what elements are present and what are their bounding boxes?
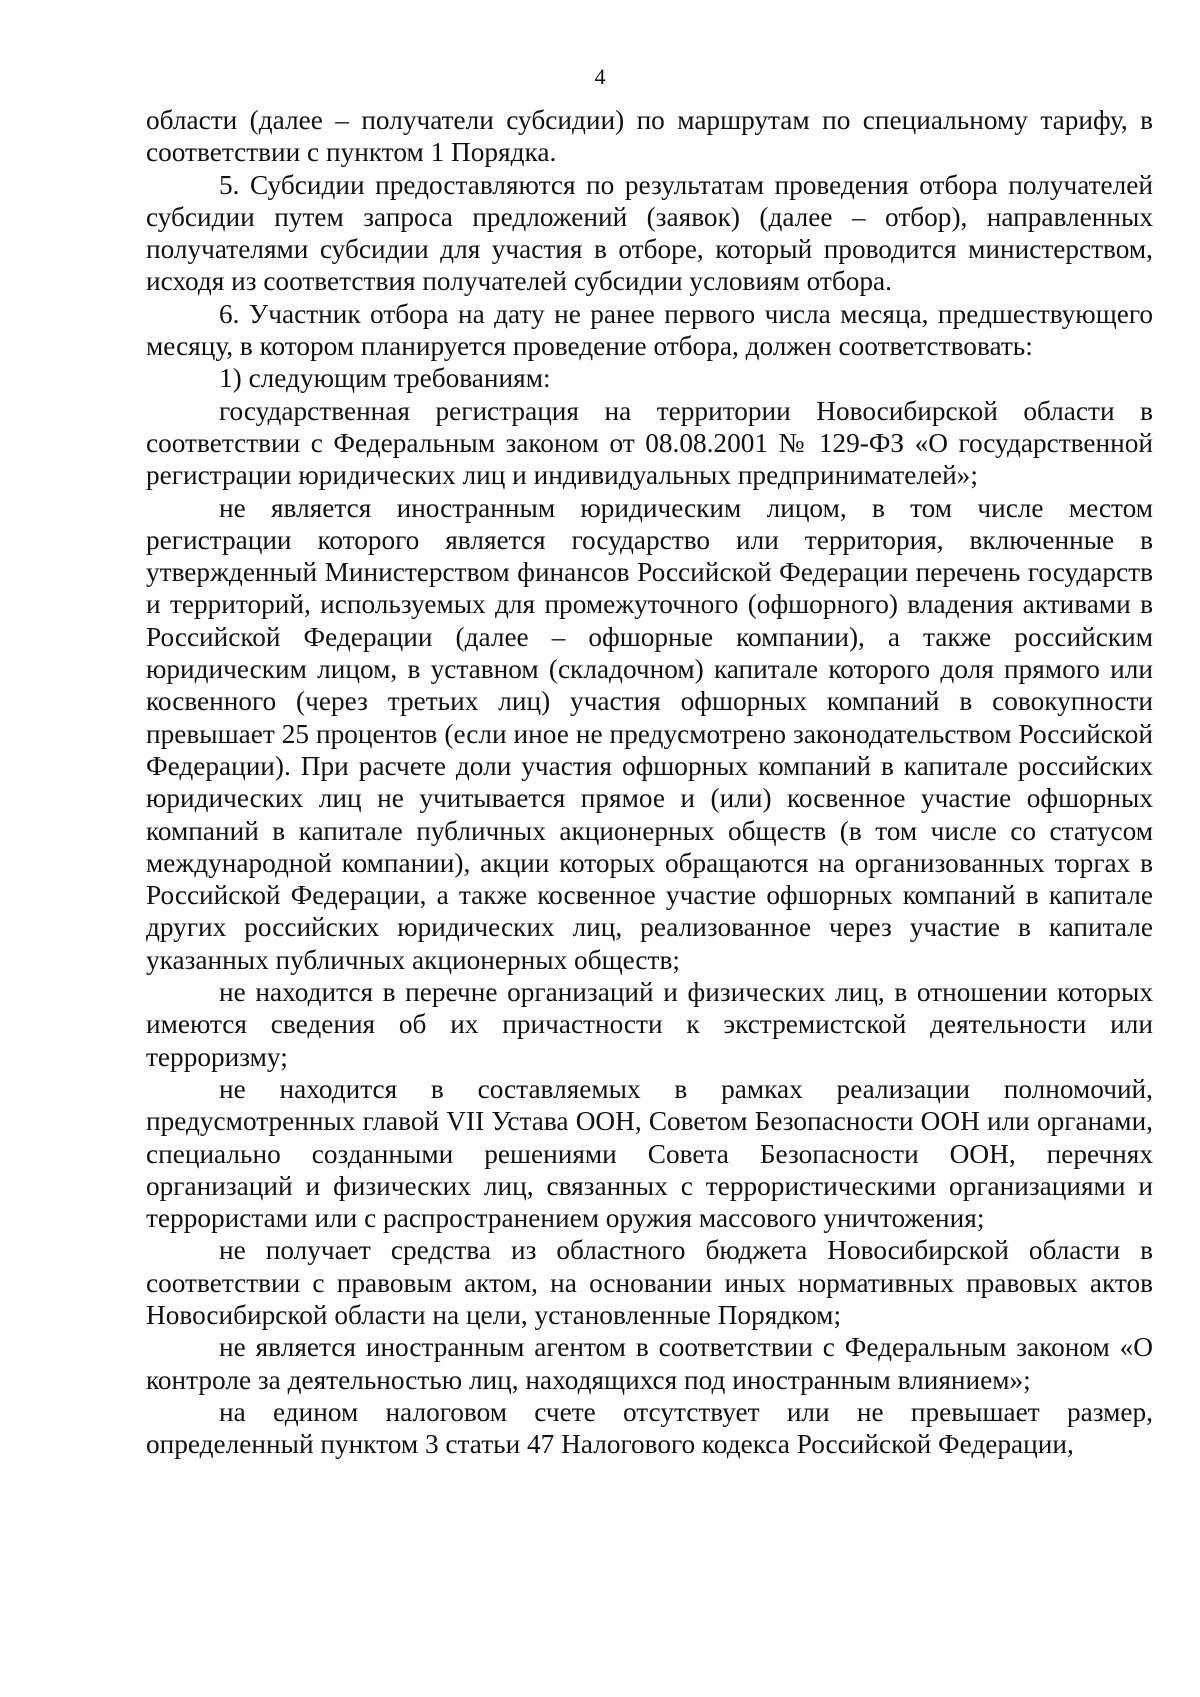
paragraph-requirement-foreign-agent: не является иностранным агентом в соответствии с Федеральным законом «О контроле за деятельностью лиц, находящихся под иностранным влиянием»; <box>146 1332 1153 1395</box>
paragraph-requirement-tax-account: на едином налоговом счете отсутствует или не превышает размер, определенный пунктом 3 статьи 47 Налогового кодекса Российской Федерации, <box>146 1396 1153 1460</box>
paragraph-requirement-extremism: не находится в перечне организаций и физических лиц, в отношении которых имеются сведения об их причастности к экстремистской деятельности или терроризму; <box>146 977 1153 1072</box>
page-number: 4 <box>594 64 606 89</box>
paragraph-subitem-1: 1) следующим требованиям: <box>219 363 551 394</box>
paragraph-requirement-budget-funds: не получает средства из областного бюджета Новосибирской области в соответствии с правовым актом, на основании иных нормативных правовых актов Новосибирской области на цели, установленные Порядком; <box>146 1235 1153 1330</box>
paragraph-requirement-registration: государственная регистрация на территории Новосибирской области в соответствии с Федеральным законом от 08.08.2001 № 129-ФЗ «О государственной регистрации юридических лиц и индивидуальных предпринимателей»; <box>146 395 1153 491</box>
paragraph-item-6: 6. Участник отбора на дату не ранее первого числа месяца, предшествующего месяцу, в котором планируется проведение отбора, должен соответствовать: <box>146 298 1153 362</box>
paragraph-requirement-offshore: не является иностранным юридическим лицом, в том числе местом регистрации которого является государство или территория, включенные в утвержденный Министерством финансов Российской Федерации перечень государств и территорий, используемых для промежуточного (офшорного) владения активами в Российской Федерации (далее – офшорные компании), а также российским юридическим лицом, в уставном (складочном) капитале которого доля прямого или косвенного (через третьих лиц) участия офшорных компаний в совокупности превышает 25 процентов (если иное не предусмотрено законодательством Российской Федерации). При расчете доли участия офшорных компаний в капитале российских юридических лиц не учитывается прямое и (или) косвенное участие офшорных компаний в капитале публичных акционерных обществ (в том числе со статусом международной компании), акции которых обращаются на организованных торгах в Российской Федерации, а также косвенное участие офшорных компаний в капитале других российских юридических лиц, реализованное через участие в капитале указанных публичных акционерных обществ; <box>146 492 1153 975</box>
paragraph-item-5: 5. Субсидии предоставляются по результатам проведения отбора получателей субсидии путем запроса предложений (заявок) (далее – отбор), направленных получателями субсидии для участия в отборе, который проводится министерством, исходя из соответствия получателей субсидии условиям отбора. <box>146 169 1153 297</box>
document-body <box>146 104 1153 1460</box>
paragraph-continuation: области (далее – получатели субсидии) по маршрутам по специальному тарифу, в соответствии с пунктом 1 Порядка. <box>146 105 1153 168</box>
paragraph-requirement-un-lists: не находится в составляемых в рамках реализации полномочий, предусмотренных главой VII Устава ООН, Советом Безопасности ООН или органами, специально созданными решениями Совета Безопасности ООН, перечнях организаций и физических лиц, связанных с террористическими организациями и террористами или с распространением оружия массового уничтожения; <box>146 1073 1153 1234</box>
